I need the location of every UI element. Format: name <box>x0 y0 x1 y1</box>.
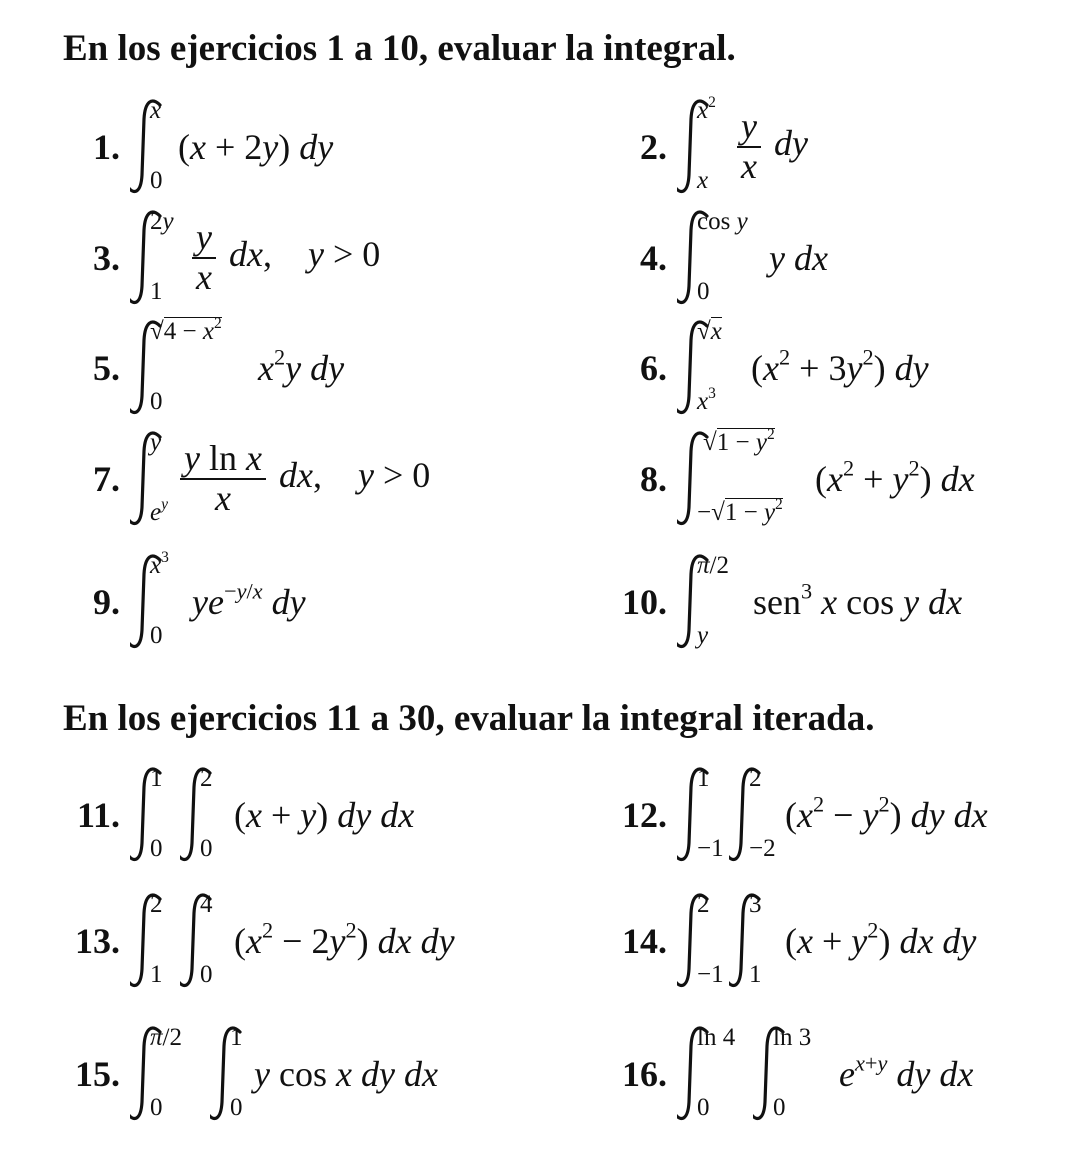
integrand: $\frac{y}{x}$ dx, y > 0 <box>188 219 380 297</box>
upper-limit: x <box>150 97 162 124</box>
integrand: (x + y) dy dx <box>234 795 415 835</box>
outer-lower-limit: 0 <box>150 835 163 862</box>
section-heading-iterated-integrals: En los ejercicios 11 a 30, evaluar la integral iterada. <box>63 698 875 739</box>
integral-expression <box>130 208 380 308</box>
inner-lower-limit: 0 <box>200 835 213 862</box>
exercise-number: 2. <box>640 127 667 167</box>
outer-upper-limit: 1 <box>697 765 710 792</box>
exercise-number: 13. <box>75 921 120 961</box>
integrand: y dx <box>769 238 828 278</box>
integrand: (x + 2y) dy <box>178 127 334 167</box>
exercise-number: 9. <box>93 582 120 622</box>
outer-upper-limit: 2 <box>697 891 710 918</box>
lower-limit: 0 <box>150 167 163 194</box>
upper-limit: π/2 <box>697 552 729 579</box>
integrand: $(x^2 + y^2)$ dx <box>815 455 975 499</box>
exercise-number: 10. <box>622 582 667 622</box>
upper-limit: $x^3$ <box>150 549 169 579</box>
exercise-number: 15. <box>75 1054 120 1094</box>
upper-limit: √x <box>697 318 722 345</box>
integral-sign-icon <box>677 318 722 418</box>
integral-sign-icon <box>130 97 166 197</box>
integral-expression <box>130 1024 438 1124</box>
integral-expression <box>130 549 306 652</box>
inner-lower-limit: 1 <box>749 961 762 988</box>
inner-integral-sign-icon <box>210 1024 246 1124</box>
integrand: $\frac{y}{x}$ dy <box>733 108 808 186</box>
integrand: $(x + y^2)$ dx dy <box>785 917 977 961</box>
integral-expression <box>677 891 976 991</box>
inner-upper-limit: ln 3 <box>773 1024 812 1051</box>
inner-lower-limit: 0 <box>230 1094 243 1121</box>
integral-expression <box>677 426 975 529</box>
outer-upper-limit: π/2 <box>150 1024 182 1051</box>
exercise-number: 14. <box>622 921 667 961</box>
inner-integral-sign-icon <box>753 1024 812 1124</box>
inner-upper-limit: 3 <box>749 891 762 918</box>
integrand: $(x^2 - 2y^2)$ dx dy <box>234 917 455 961</box>
integrand: $(x^2 + 3y^2)$ dy <box>751 344 929 388</box>
exercise-number: 4. <box>640 238 667 278</box>
outer-lower-limit: 0 <box>697 1094 710 1121</box>
integral-sign-icon <box>130 549 169 652</box>
lower-limit: x <box>697 167 709 194</box>
lower-limit: y <box>697 622 709 649</box>
inner-lower-limit: −2 <box>749 835 776 862</box>
integral-expression <box>130 891 455 991</box>
integral-expression <box>677 765 988 865</box>
outer-upper-limit: 2 <box>150 891 163 918</box>
integral-expression <box>677 208 828 308</box>
outer-upper-limit: 1 <box>150 765 163 792</box>
outer-lower-limit: 0 <box>150 1094 163 1121</box>
upper-limit: 2y <box>150 208 174 235</box>
integral-sign-icon <box>130 315 222 418</box>
integral-expression <box>677 1024 973 1124</box>
exercise-number: 11. <box>76 795 120 835</box>
inner-integral-sign-icon <box>729 765 776 865</box>
upper-limit: y <box>150 429 162 456</box>
inner-lower-limit: 0 <box>773 1094 786 1121</box>
outer-integral-sign-icon <box>130 891 166 991</box>
lower-limit: 0 <box>150 622 163 649</box>
integral-expression <box>130 429 430 529</box>
section-heading-single-integrals: En los ejercicios 1 a 10, evaluar la integral. <box>63 28 736 69</box>
outer-integral-sign-icon <box>677 765 724 865</box>
lower-limit: 1 <box>150 278 163 305</box>
inner-lower-limit: 0 <box>200 961 213 988</box>
exercise-number: 16. <box>622 1054 667 1094</box>
integral-expression <box>677 318 929 418</box>
inner-upper-limit: 4 <box>200 891 213 918</box>
lower-limit: 0 <box>697 278 710 305</box>
outer-integral-sign-icon <box>677 891 724 991</box>
integral-expression <box>130 97 333 197</box>
upper-limit: $√4 - x^2$ <box>150 315 222 345</box>
outer-lower-limit: −1 <box>697 961 724 988</box>
integrand: $x^2y$ dy <box>258 344 345 388</box>
exercise-number: 6. <box>640 348 667 388</box>
integrand: sen$^3$ x cos y dx <box>753 578 963 622</box>
outer-integral-sign-icon <box>677 1024 736 1124</box>
inner-upper-limit: 1 <box>230 1024 243 1051</box>
integral-sign-icon <box>677 552 729 652</box>
inner-upper-limit: 2 <box>749 765 762 792</box>
exercise-number: 1. <box>93 127 120 167</box>
integrand: $(x^2 - y^2)$ dy dx <box>785 791 988 835</box>
lower-limit: 0 <box>150 388 163 415</box>
exercise-number: 8. <box>640 459 667 499</box>
outer-lower-limit: −1 <box>697 835 724 862</box>
inner-integral-sign-icon <box>180 765 216 865</box>
lower-limit: $-√1 - y^2$ <box>697 496 783 526</box>
integral-expression <box>677 552 962 652</box>
integral-sign-icon <box>677 208 748 308</box>
outer-lower-limit: 1 <box>150 961 163 988</box>
lower-limit: $x^3$ <box>697 385 716 415</box>
upper-limit: cos y <box>697 208 748 235</box>
exercise-number: 12. <box>622 795 667 835</box>
outer-integral-sign-icon <box>130 765 166 865</box>
integral-sign-icon <box>677 426 783 529</box>
integral-sign-icon <box>130 429 166 529</box>
outer-integral-sign-icon <box>130 1024 182 1124</box>
integral-sign-icon <box>677 94 716 197</box>
integral-sign-icon <box>130 208 174 308</box>
integral-expression <box>677 94 808 197</box>
inner-upper-limit: 2 <box>200 765 213 792</box>
exercise-number: 5. <box>93 348 120 388</box>
integrand: $\frac{\text{y ln x}}{x}$ dx, y > 0 <box>176 440 430 518</box>
integrand: y cos x dy dx <box>254 1054 438 1094</box>
lower-limit: $e^y$ <box>150 496 168 526</box>
inner-integral-sign-icon <box>180 891 216 991</box>
outer-upper-limit: ln 4 <box>697 1024 736 1051</box>
integrand: $ye^{-y/x}$ dy <box>192 578 306 622</box>
exercise-number: 3. <box>93 238 120 278</box>
upper-limit: $√1 - y^2$ <box>703 426 775 456</box>
integrand: $e^{x+y}$ dy dx <box>839 1050 974 1094</box>
integral-expression <box>130 765 414 865</box>
upper-limit: $x^2$ <box>697 94 716 124</box>
exercise-number: 7. <box>93 459 120 499</box>
inner-integral-sign-icon <box>729 891 765 991</box>
integral-expression <box>130 315 345 418</box>
